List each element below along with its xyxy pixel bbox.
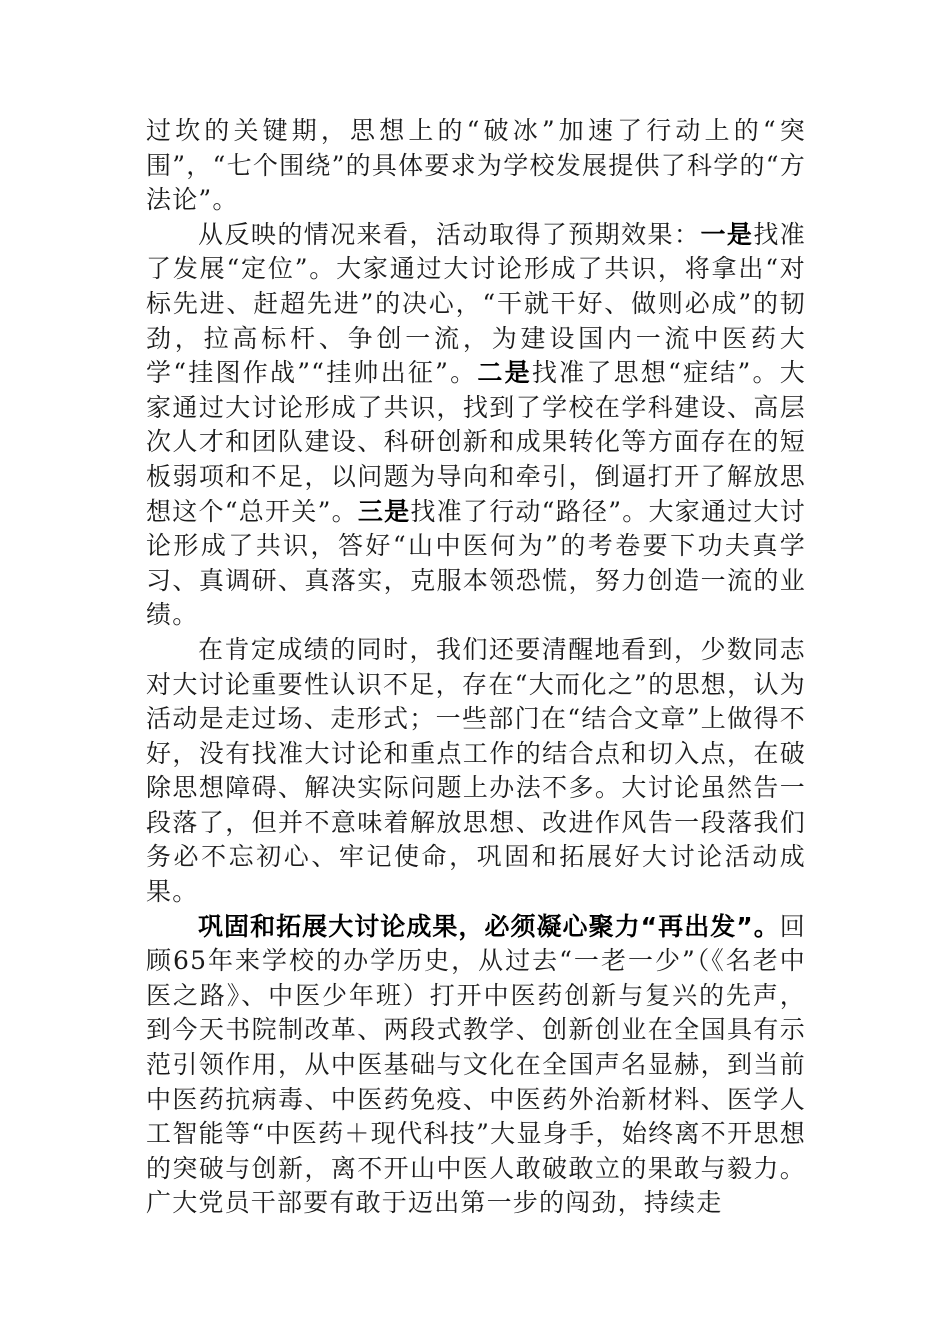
bold-marker-first: 一是 bbox=[700, 219, 754, 249]
paragraph-4 bbox=[146, 910, 806, 1221]
bold-marker-third: 三是 bbox=[357, 496, 411, 526]
paragraph-3 bbox=[146, 633, 806, 910]
paragraph-text: 找准了行动“路径”。大家通过大讨论形成了共识，答好“山中医何为”的考卷要下功夫真学习、真调研、真落实，克服本领恐慌，努力创造一流的业绩。 bbox=[146, 496, 806, 630]
paragraph-text: 找准了思想“症结”。大家通过大讨论形成了共识，找到了学校在学科建设、高层次人才和团队建设、科研创新和成果转化等方面存在的短板弱项和不足，以问题为导向和牵引，倒逼打开了解放思想这个“总开关”。 bbox=[146, 358, 806, 526]
paragraph-text: 回顾65年来学校的办学历史，从过去“一老一少”（《名老中医之路》、中医少年班）打开中医药创新与复兴的先声，到今天书院制改革、两段式教学、创新创业在全国具有示范引领作用，从中医基础与文化在全国声名显赫，到当前中医药抗病毒、中医药免疫、中医药外治新材料、医学人工智能等“中医药＋现代科技”大显身手，始终离不开思想的突破与创新，离不开山中医人敢破敢立的果敢与毅力。广大党员干部要有敢于迈出第一步的闯劲，持续走 bbox=[146, 911, 806, 1218]
paragraph-text: 在肯定成绩的同时，我们还要清醒地看到，少数同志对大讨论重要性认识不足，存在“大而化之”的思想，认为活动是走过场、走形式；一些部门在“结合文章”上做得不好，没有找准大讨论和重点工作的结合点和切入点，在破除思想障碍、解决实际问题上办法不多。大讨论虽然告一段落了，但并不意味着解放思想、改进作风告一段落我们务必不忘初心、牢记使命，巩固和拓展好大讨论活动成果。 bbox=[146, 634, 806, 907]
paragraph-text: 过坎的关键期，思想上的“破冰”加速了行动上的“突围”，“七个围绕”的具体要求为学校发展提供了科学的“方法论”。 bbox=[146, 116, 806, 215]
paragraph-text: 从反映的情况来看，活动取得了预期效果： bbox=[198, 219, 701, 249]
paragraph-text: 找准了发展“定位”。大家通过大讨论形成了共识，将拿出“对标先进、赶超先进”的决心，“干就干好、做则必成”的韧劲，拉高标杆、争创一流，为建设国内一流中医药大学“挂图作战”“挂帅出征”。 bbox=[146, 219, 806, 388]
paragraph-2 bbox=[146, 218, 806, 633]
section-lead-sentence: 巩固和拓展大讨论成果，必须凝心聚力“再出发”。 bbox=[198, 911, 780, 941]
paragraph-1 bbox=[146, 114, 806, 218]
document-body bbox=[146, 114, 806, 1221]
bold-marker-second: 二是 bbox=[477, 358, 532, 388]
